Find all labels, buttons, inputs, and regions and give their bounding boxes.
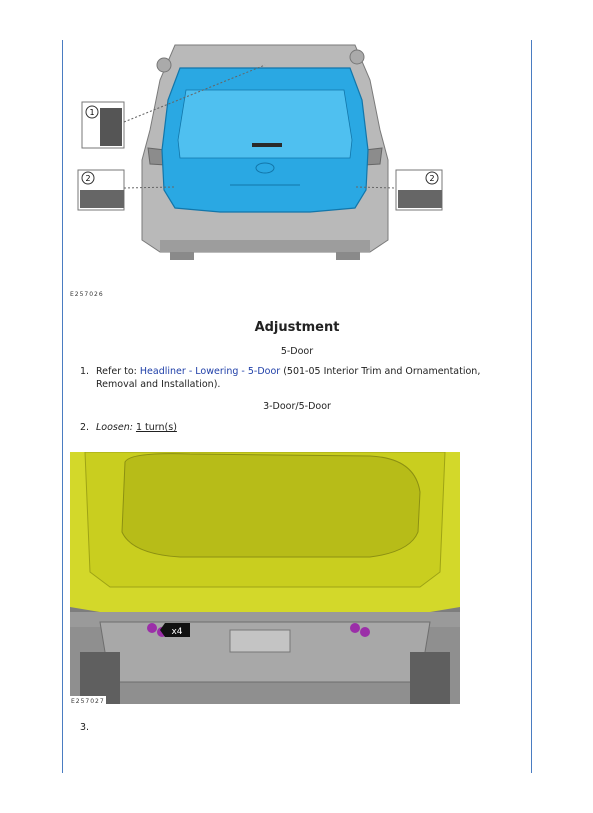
headliner-link[interactable]: Headliner - Lowering - 5-Door: [139, 366, 281, 377]
step-2: [80, 422, 177, 435]
callout-2-left: 2: [85, 174, 91, 183]
section-heading: Adjustment: [254, 320, 340, 335]
callout-1: 1: [89, 108, 95, 117]
step-2-number: 2.: [80, 422, 90, 433]
step-2-action: Loosen:: [96, 422, 133, 433]
tailgate-interior-illustration: [70, 452, 460, 704]
step-1-suffix: (501-05 Interior Trim and Ornamentation, Removal and Installation).: [96, 366, 481, 390]
multiplier-label: x4: [171, 627, 183, 637]
step-3: [80, 722, 96, 735]
tailgate-illustration: [70, 40, 530, 290]
step-1-prefix: Refer to:: [96, 366, 140, 377]
figure2-code: E257027: [71, 698, 105, 704]
step-1: [80, 366, 481, 390]
step-1-number: 1.: [80, 366, 90, 377]
variant-label-5-door: 5-Door: [280, 346, 314, 357]
step-2-amount: 1 turn(s): [135, 422, 177, 433]
step-3-number: 3.: [80, 722, 90, 733]
variant-label-3-5-door: 3-Door/5-Door: [263, 401, 331, 412]
figure1-code: E257026: [70, 291, 104, 298]
callout-2-right: 2: [429, 174, 435, 183]
